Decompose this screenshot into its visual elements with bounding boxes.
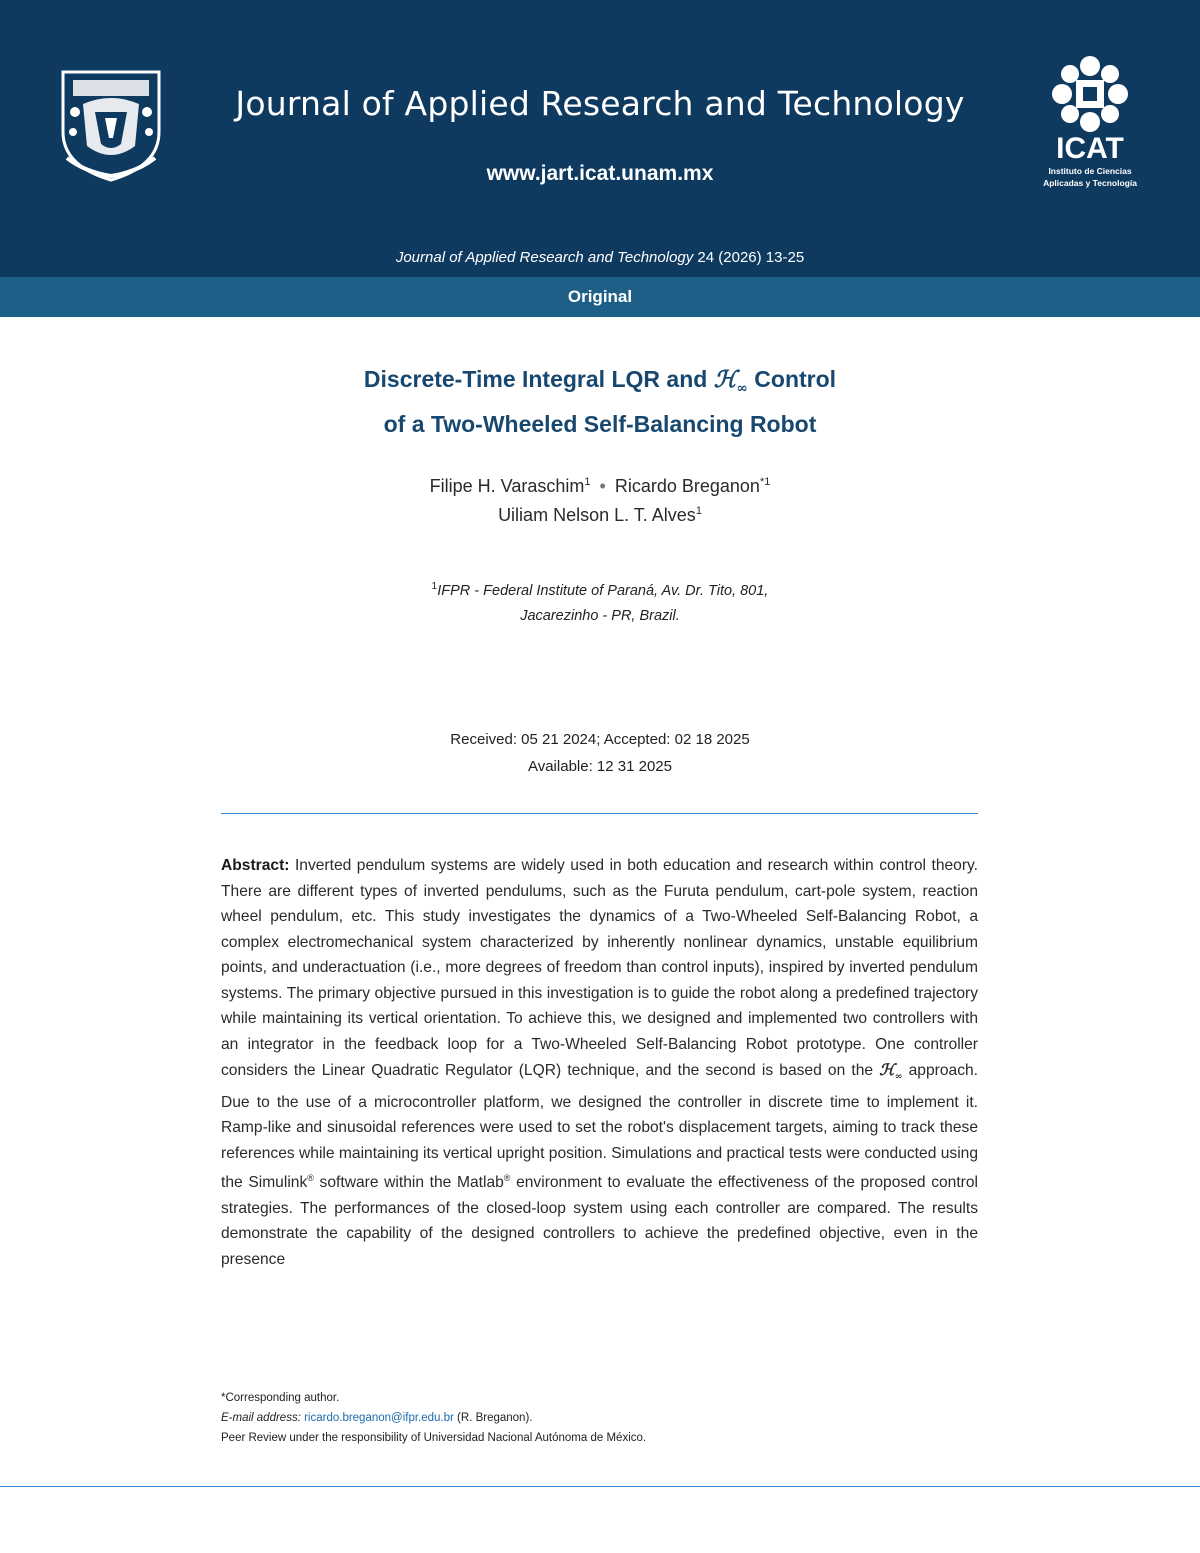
divider [221,813,978,814]
page-bottom-divider [0,1486,1200,1487]
article-title [150,362,1050,442]
email-link[interactable]: ricardo.breganon@ifpr.edu.br [304,1412,454,1424]
affiliation: $^1$IFPR - Federal Institute of Paraná, Av. Dr. Tito, 801, Jacarezinho - PR, Brazil. [431,581,769,624]
journal-url-link[interactable]: www.jart.icat.unam.mx [486,162,714,185]
article-dates [150,726,1050,780]
email-note: E-mail address: ricardo.breganon@ifpr.edu.br (R. Breganon). [221,1412,533,1424]
author-name: Uiliam Nelson L. T. Alves [498,505,696,525]
icat-name-line2: Aplicadas y Tecnología [1043,178,1137,188]
journal-title: Journal of Applied Research and Technology [235,84,965,123]
corresponding-author-note: *Corresponding author. [221,1392,340,1404]
received-accepted-dates: Received: 05 21 2024; Accepted: 02 18 2025 [450,731,750,748]
icat-acronym: ICAT [1056,132,1124,165]
citation-line [0,249,1200,266]
title-line2: of a Two-Wheeled Self-Balancing Robot [383,410,817,437]
available-date: Available: 12 31 2025 [527,758,672,775]
article-type-label: Original [567,287,633,306]
author-list: Filipe H. Varaschim$^1$ • Ricardo Breganon$^{*1}$ Uiliam Nelson L. T. Alves$^1$ [429,476,771,525]
icat-logo-icon [1034,52,1146,194]
journal-header [0,0,1200,277]
author-name: Ricardo Breganon [614,476,760,496]
h-infinity-symbol: ℋ$_\infty$ [713,366,748,397]
abstract-label: Abstract: [221,857,290,874]
citation-volume: 24 (2026) 13-25 [693,249,805,266]
title-line1: Discrete-Time Integral LQR and ℋ$_\infty$ Control [363,366,837,397]
article-type-band [0,277,1200,317]
h-infinity-symbol: ℋ$_\infty$ [879,1060,903,1083]
icat-name-line1: Instituto de Ciencias [1048,166,1132,176]
author-name: Filipe H. Varaschim [429,476,585,496]
peer-review-note: Peer Review under the responsibility of Universidad Nacional Autónoma de México. [221,1432,647,1444]
footnotes [221,1388,978,1448]
abstract: Abstract: Inverted pendulum systems are widely used in both education and research within control theory. There are different types of inverted pendulums, such as the Furuta pendulum, cart-pole system, reaction wheel pendulum, etc. This study investigates the dynamics of a Two-Wheeled Self-Balancing Robot, a complex electromechanical system characterized by inherently nonlinear dynamics, unstable equilibrium points, and underactuation (i.e., more degrees of freedom than control inputs), inspired by inverted pendulum systems. The primary objective pursued in this investigation is to guide the robot along a predefined trajectory while maintaining its vertical orientation. To achieve this, we designed and implemented two controllers with an integrator in the feedback loop for a Two-Wheeled Self-Balancing Robot prototype. One controller considers the Linear Quadratic Regulator (LQR) technique, and the second is based on the ℋ$_\infty$ approach. Due to the use of a microcontroller platform, we designed the controller in discrete time to implement it. Ramp-like and sinusoidal references were used to set the robot's displacement targets, aiming to track these references while maintaining its vertical upright position. Simulations and practical tests were conducted using the Simulink® software within the Matlab® environment to evaluate the effectiveness of the proposed control strategies. The performances of the closed-loop system using each controller are compared. The results demonstrate the capability of the designed controllers to achieve the predefined objective, even in the presence [221,857,978,1268]
citation-journal: Journal of Applied Research and Technology [395,249,694,266]
author-separator: • [599,476,606,496]
